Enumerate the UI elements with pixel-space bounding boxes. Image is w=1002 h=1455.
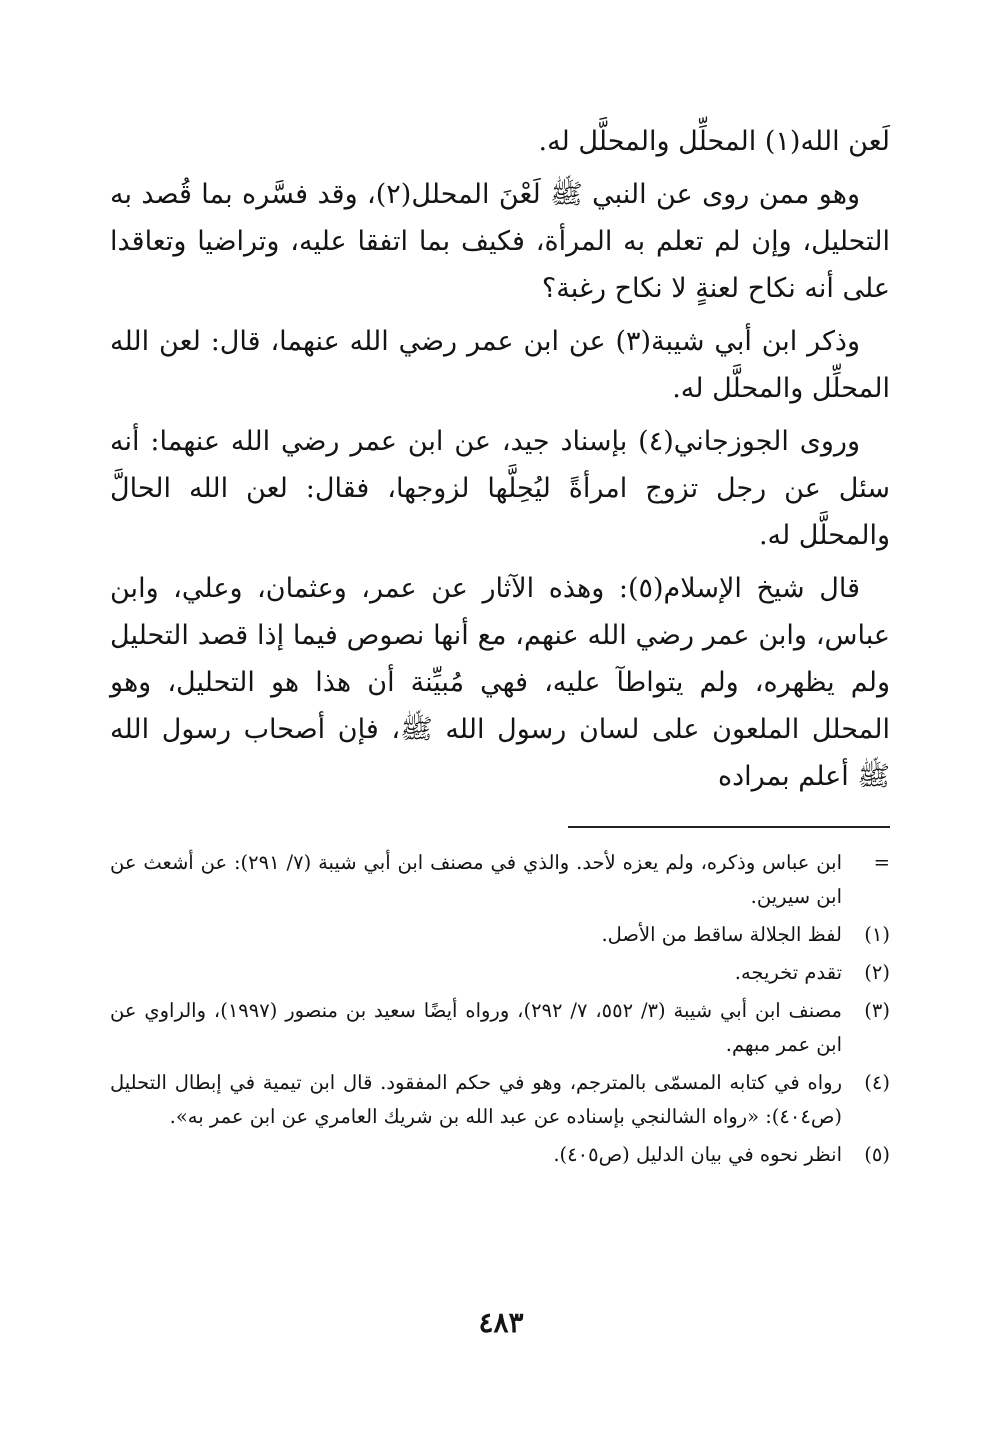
- paragraph-3: وذكر ابن أبي شيبة(٣) عن ابن عمر رضي الله عنهما، قال: لعن الله المحلِّل والمحلَّل له.: [110, 326, 890, 404]
- footnote-1: [110, 918, 890, 952]
- footnote-marker: (٢): [864, 961, 890, 984]
- footnote-marker: (١): [864, 923, 890, 946]
- paragraph-2: وهو ممن روى عن النبي ﷺ لَعْنَ المحلل(٢)، وقد فسَّره بما قُصد به التحليل، وإن لم تعلم به المرأة، فكيف بما اتفقا عليه، وتراضيا وتعاقدا على أنه نكاح لعنةٍ لا نكاح رغبة؟: [110, 179, 890, 304]
- footnote-2: [110, 956, 890, 990]
- footnotes: [110, 846, 890, 1176]
- footnote-marker: (٣): [864, 999, 890, 1022]
- paragraph-5: قال شيخ الإسلام(٥): وهذه الآثار عن عمر، وعثمان، وعلي، وابن عباس، وابن عمر رضي الله عنهم، مع أنها نصوص فيما إذا قصد التحليل ولم يظهره، ولم يتواطآ عليه، فهي مُبيِّنة أن هذا هو التحليل، وهو المحلل الملعون على لسان رسول الله ﷺ، فإن أصحاب رسول الله ﷺ أعلم بمراده: [110, 573, 890, 792]
- footnote-text: انظر نحوه في بيان الدليل (ص٤٠٥).: [553, 1143, 842, 1166]
- footnote-separator: [568, 826, 890, 828]
- page-number: ٤٨٣: [478, 1306, 524, 1339]
- footnote-continuation: [110, 846, 890, 914]
- footnote-text: مصنف ابن أبي شيبة (٣/ ٥٥٢، ٧/ ٢٩٢)، ورواه أيضًا سعيد بن منصور (١٩٩٧)، والراوي عن ابن عمر مبهم.: [110, 999, 842, 1056]
- footnote-5: [110, 1138, 890, 1172]
- footnote-text: لفظ الجلالة ساقط من الأصل.: [601, 923, 842, 946]
- footnote-marker: (٥): [864, 1143, 890, 1166]
- main-text: [110, 118, 890, 806]
- footnote-marker: (٤): [864, 1071, 890, 1094]
- footnote-marker: =: [873, 851, 890, 874]
- footnote-3: [110, 994, 890, 1062]
- footnote-text: تقدم تخريجه.: [734, 961, 842, 984]
- paragraph-4: وروى الجوزجاني(٤) بإسناد جيد، عن ابن عمر رضي الله عنهما: أنه سئل عن رجل تزوج امرأةً ليُحِلَّها لزوجها، فقال: لعن الله الحالَّ والمحلَّل له.: [110, 426, 890, 551]
- paragraph-1: لَعن الله(١) المحلِّل والمحلَّل له.: [538, 126, 890, 157]
- footnote-text: رواه في كتابه المسمّى بالمترجم، وهو في حكم المفقود. قال ابن تيمية في إبطال التحليل (ص٤٠٤): «رواه الشالنجي بإسناده عن عبد الله بن شريك العامري عن ابن عمر به».: [110, 1071, 842, 1128]
- footnote-4: [110, 1066, 890, 1134]
- footnote-text: ابن عباس وذكره، ولم يعزه لأحد. والذي في مصنف ابن أبي شيبة (٧/ ٢٩١): عن أشعث عن ابن سيرين.: [110, 851, 842, 908]
